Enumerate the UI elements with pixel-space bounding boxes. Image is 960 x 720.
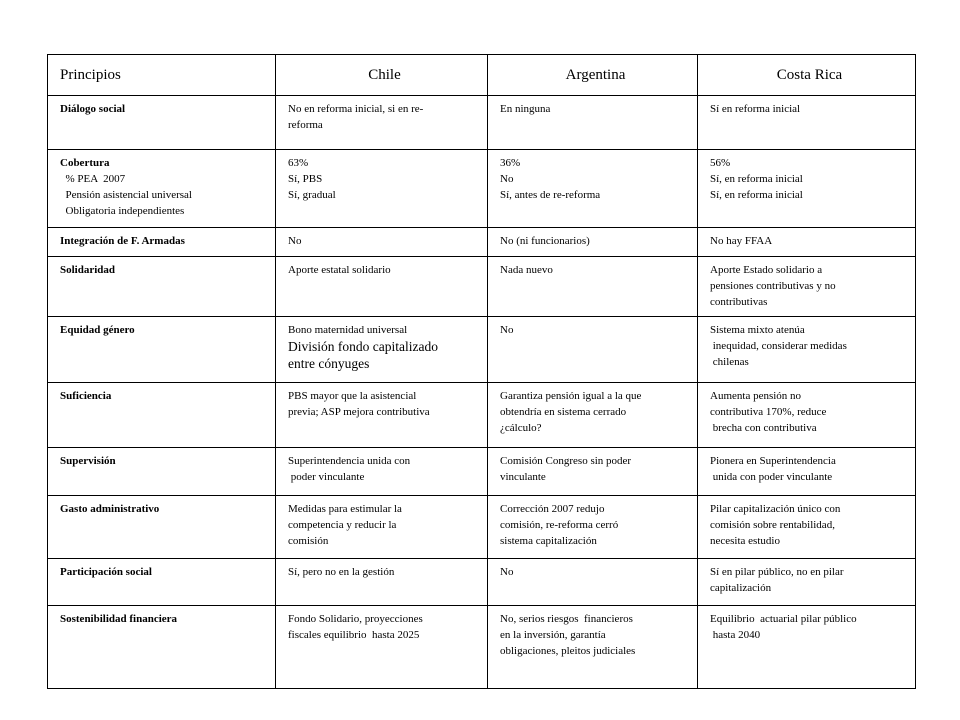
cell-argentina [488, 317, 698, 383]
cell-costa-rica [698, 317, 916, 383]
table-row [48, 150, 916, 228]
header-row [48, 55, 916, 96]
cell-line: comisión, re-reforma cerró [500, 519, 619, 531]
row-label [48, 559, 276, 606]
cell-line: Nada nuevo [500, 264, 553, 276]
cell-line: hasta 2040 [710, 629, 761, 641]
cell-line: contributivas [710, 296, 768, 308]
cell-chile [276, 228, 488, 257]
cell-line: contributiva 170%, reduce [710, 406, 827, 418]
cell-costa-rica [698, 150, 916, 228]
cell-line: Integración de F. Armadas [60, 235, 185, 247]
cell-line: obligaciones, pleitos judiciales [500, 645, 636, 657]
table-row [48, 228, 916, 257]
cell-line: 56% [710, 157, 731, 169]
table-row [48, 96, 916, 150]
cell-line: necesita estudio [710, 535, 780, 547]
cell-line: No [500, 173, 514, 185]
row-label [48, 150, 276, 228]
cell-line: previa; ASP mejora contributiva [288, 406, 430, 418]
cell-line: competencia y reducir la [288, 519, 397, 531]
cell-line: No [500, 566, 514, 578]
cell-chile [276, 257, 488, 317]
header-costa-rica: Costa Rica [698, 55, 916, 96]
cell-line: inequidad, considerar medidas [710, 340, 847, 352]
header-argentina: Argentina [488, 55, 698, 96]
cell-line: Equidad género [60, 324, 135, 336]
cell-line: Gasto administrativo [60, 503, 160, 515]
table-row [48, 448, 916, 496]
cell-line: Aporte estatal solidario [288, 264, 391, 276]
cell-chile [276, 496, 488, 559]
cell-line: Sostenibilidad financiera [60, 613, 178, 625]
table-row [48, 559, 916, 606]
cell-argentina [488, 448, 698, 496]
header-principios: Principios [48, 55, 276, 96]
cell-line: En ninguna [500, 103, 551, 115]
cell-line: Fondo Solidario, proyecciones [288, 613, 423, 625]
cell-line: Corrección 2007 redujo [500, 503, 605, 515]
row-label [48, 383, 276, 448]
cell-line: Superintendencia unida con [288, 455, 411, 467]
cell-line: brecha con contributiva [710, 422, 817, 434]
cell-line: 63% [288, 157, 309, 169]
cell-line: Obligatoria independientes [60, 205, 185, 217]
cell-line: PBS mayor que la asistencial [288, 390, 417, 402]
table-row [48, 606, 916, 689]
cell-line: Aumenta pensión no [710, 390, 802, 402]
cell-argentina [488, 150, 698, 228]
cell-line: Sí en pilar público, no en pilar [710, 566, 844, 578]
cell-line: pensiones contributivas y no [710, 280, 836, 292]
cell-line: Sistema mixto atenúa [710, 324, 805, 336]
cell-costa-rica [698, 496, 916, 559]
cell-line: No (ni funcionarios) [500, 235, 590, 247]
cell-line: Sí, en reforma inicial [710, 173, 803, 185]
row-label [48, 448, 276, 496]
cell-line: División fondo capitalizado [288, 339, 438, 354]
cell-costa-rica [698, 257, 916, 317]
cell-line: No [500, 324, 514, 336]
cell-line: Solidaridad [60, 264, 116, 276]
row-label [48, 96, 276, 150]
cell-line: Sí, pero no en la gestión [288, 566, 395, 578]
cell-costa-rica [698, 448, 916, 496]
row-label [48, 606, 276, 689]
cell-line: Comisión Congreso sin poder [500, 455, 632, 467]
cell-argentina [488, 228, 698, 257]
cell-line: 36% [500, 157, 521, 169]
cell-line: vinculante [500, 471, 546, 483]
row-label [48, 496, 276, 559]
cell-argentina [488, 496, 698, 559]
cell-line: ¿cálculo? [500, 422, 542, 434]
cell-line: Suficiencia [60, 390, 112, 402]
table-row [48, 383, 916, 448]
cell-costa-rica [698, 559, 916, 606]
cell-line: Diálogo social [60, 103, 126, 115]
cell-line: comisión sobre rentabilidad, [710, 519, 835, 531]
table-row [48, 317, 916, 383]
cell-chile [276, 383, 488, 448]
cell-chile [276, 317, 488, 383]
cell-line: reforma [288, 119, 323, 131]
cell-line: Sí, antes de re-reforma [500, 189, 601, 201]
cell-chile [276, 559, 488, 606]
header-chile: Chile [276, 55, 488, 96]
row-label [48, 317, 276, 383]
cell-line: Sí en reforma inicial [710, 103, 801, 115]
table-row [48, 496, 916, 559]
cell-line: comisión [288, 535, 329, 547]
cell-line: Pionera en Superintendencia [710, 455, 836, 467]
cell-line: Bono maternidad universal [288, 324, 408, 336]
cell-line: poder vinculante [288, 471, 365, 483]
cell-argentina [488, 257, 698, 317]
comparison-table [47, 54, 916, 689]
cell-chile [276, 150, 488, 228]
cell-argentina [488, 96, 698, 150]
cell-line: No [288, 235, 302, 247]
cell-line: % PEA 2007 [60, 173, 126, 185]
cell-line: No hay FFAA [710, 235, 773, 247]
cell-line: Aporte Estado solidario a [710, 264, 823, 276]
cell-costa-rica [698, 383, 916, 448]
cell-line: sistema capitalización [500, 535, 597, 547]
cell-line: No, serios riesgos financieros [500, 613, 633, 625]
cell-argentina [488, 383, 698, 448]
cell-line: Sí, en reforma inicial [710, 189, 803, 201]
cell-line: en la inversión, garantía [500, 629, 606, 641]
cell-line: capitalización [710, 582, 772, 594]
cell-argentina [488, 559, 698, 606]
cell-line: Supervisión [60, 455, 116, 467]
cell-line: entre cónyuges [288, 356, 370, 371]
cell-chile [276, 96, 488, 150]
cell-argentina [488, 606, 698, 689]
cell-line: chilenas [710, 356, 749, 368]
cell-costa-rica [698, 96, 916, 150]
cell-line: Pilar capitalización único con [710, 503, 841, 515]
cell-line: Sí, PBS [288, 173, 323, 185]
cell-chile [276, 448, 488, 496]
cell-line: Participación social [60, 566, 152, 578]
cell-costa-rica [698, 228, 916, 257]
cell-line: Pensión asistencial universal [60, 189, 192, 201]
cell-line: Garantiza pensión igual a la que [500, 390, 642, 402]
table-row [48, 257, 916, 317]
cell-line: No en reforma inicial, si en re- [288, 103, 424, 115]
cell-line: fiscales equilibrio hasta 2025 [288, 629, 420, 641]
cell-line: Sí, gradual [288, 189, 336, 201]
comparison-table-wrapper [47, 54, 915, 689]
cell-line: Equilibrio actuarial pilar público [710, 613, 857, 625]
row-label [48, 257, 276, 317]
cell-line: Medidas para estimular la [288, 503, 402, 515]
cell-line: unida con poder vinculante [710, 471, 833, 483]
cell-costa-rica [698, 606, 916, 689]
row-label [48, 228, 276, 257]
cell-chile [276, 606, 488, 689]
cell-line: obtendría en sistema cerrado [500, 406, 627, 418]
cell-line: Cobertura [60, 157, 110, 169]
